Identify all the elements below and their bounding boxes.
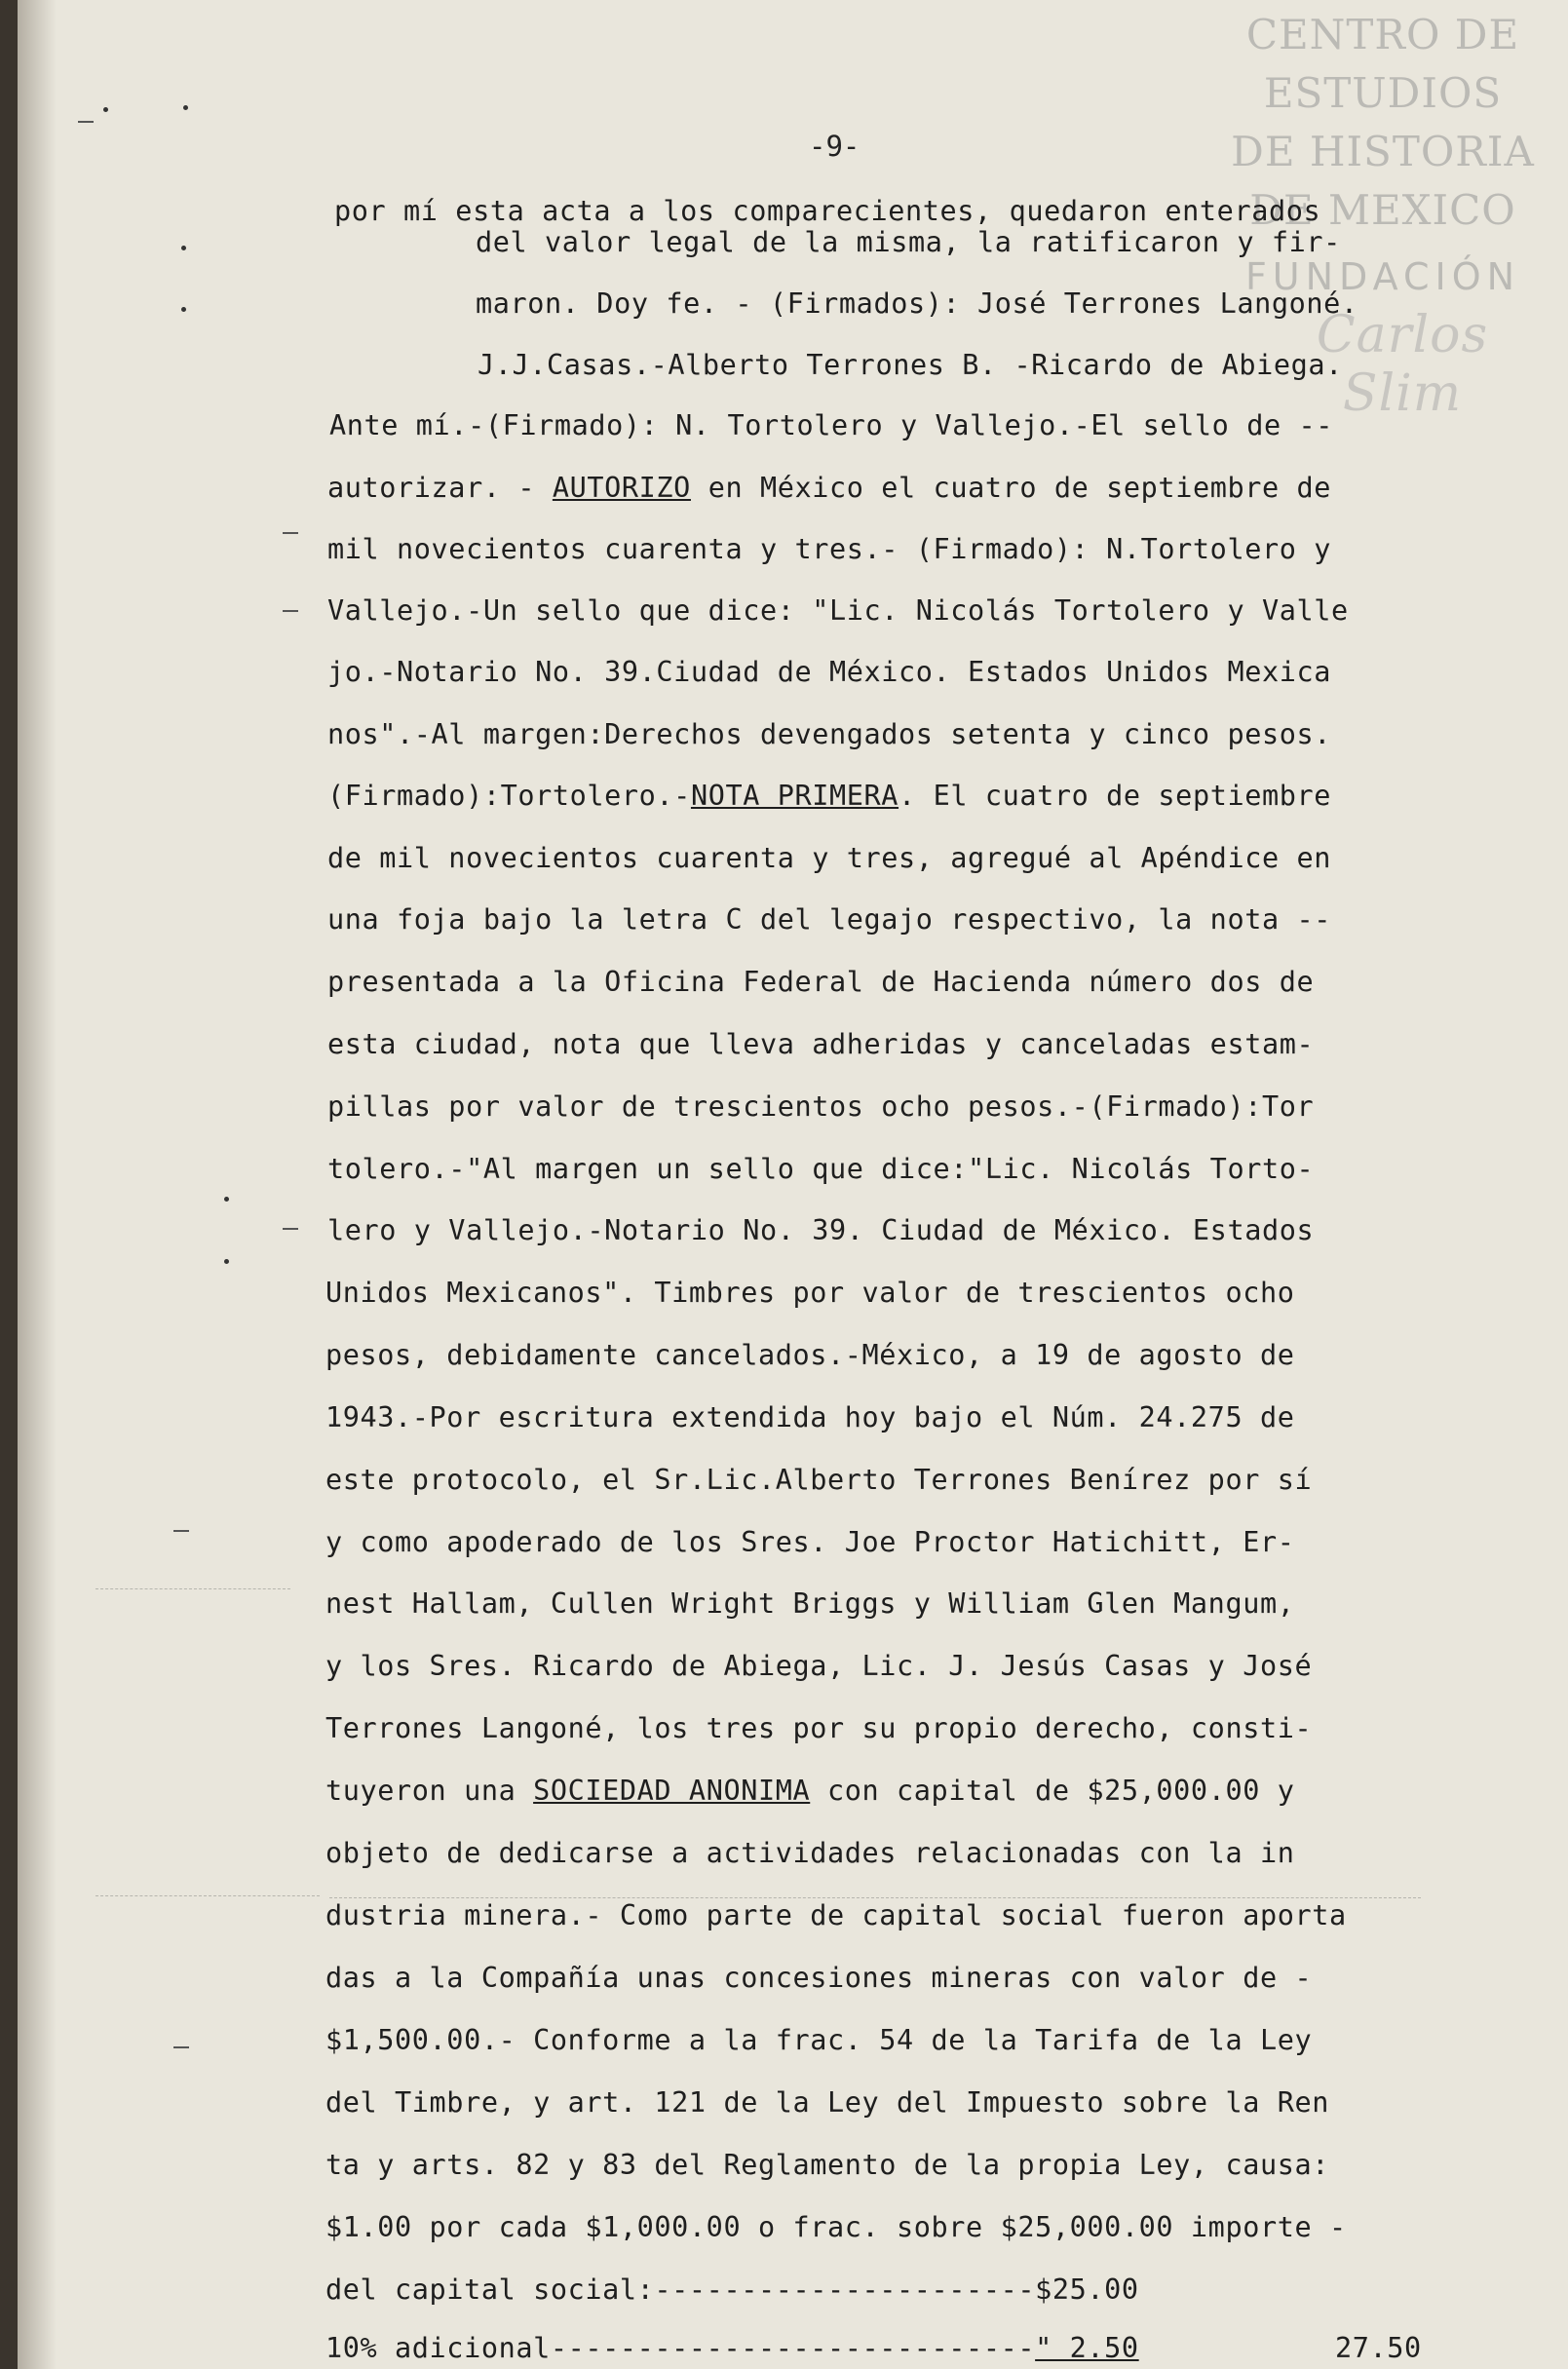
left-margin-rule <box>96 1588 290 1589</box>
text-line: maron. Doy fe. - (Firmados): José Terrones Langoné. <box>476 287 1358 320</box>
heading-nota-primera: NOTA PRIMERA <box>690 780 899 812</box>
text-fragment: con capital de $25,000.00 y <box>810 1775 1295 1807</box>
text-fragment: en México el cuatro de septiembre de <box>690 472 1332 504</box>
margin-dash <box>283 610 298 612</box>
text-line <box>325 1775 1295 1807</box>
text-fragment: autorizar. - <box>327 472 553 504</box>
text-line: mil novecientos cuarenta y tres.- (Firmado): N.Tortolero y <box>327 533 1331 565</box>
text-fragment: 10% adicional---------------------------- <box>325 2332 1036 2364</box>
margin-dash <box>283 532 298 534</box>
amount-total: 27.50 <box>1335 2332 1422 2364</box>
text-line: ta y arts. 82 y 83 del Reglamento de la propia Ley, causa: <box>325 2149 1329 2181</box>
text-line: pillas por valor de trescientos ocho pesos.-(Firmado):Tor <box>327 1090 1315 1123</box>
heading-autorizo: AUTORIZO <box>552 472 691 504</box>
text-line: del valor legal de la misma, la ratificaron y fir- <box>476 226 1341 258</box>
text-fragment: tuyeron una <box>325 1775 534 1807</box>
text-line: lero y Vallejo.-Notario No. 39. Ciudad de México. Estados <box>327 1214 1315 1246</box>
text-line: este protocolo, el Sr.Lic.Alberto Terrones Benírez por sí <box>325 1464 1313 1496</box>
text-line: del capital social:----------------------$25.00 <box>325 2273 1139 2306</box>
text-line: Vallejo.-Un sello que dice: "Lic. Nicolás Tortolero y Valle <box>327 594 1349 627</box>
paper-speck <box>181 307 186 312</box>
text-line: y los Sres. Ricardo de Abiega, Lic. J. Jesús Casas y José <box>325 1650 1313 1682</box>
text-line: J.J.Casas.-Alberto Terrones B. -Ricardo de Abiega. <box>478 349 1343 381</box>
text-line <box>327 780 1331 812</box>
watermark-line-1: CENTRO DE <box>1245 11 1520 58</box>
text-line: $1,500.00.- Conforme a la frac. 54 de la Tarifa de la Ley <box>325 2024 1313 2056</box>
text-line: una foja bajo la letra C del legajo respectivo, la nota -- <box>327 903 1331 936</box>
margin-dash <box>173 2046 189 2048</box>
document-page <box>18 0 1568 2369</box>
text-line <box>325 2332 1139 2364</box>
watermark-line-2: ESTUDIOS <box>1263 69 1503 117</box>
paper-speck <box>103 107 108 112</box>
text-line: Unidos Mexicanos". Timbres por valor de trescientos ocho <box>325 1277 1295 1309</box>
page-number: -9- <box>809 130 860 163</box>
text-line: Ante mí.-(Firmado): N. Tortolero y Vallejo.-El sello de -- <box>329 409 1333 441</box>
text-line: $1.00 por cada $1,000.00 o frac. sobre $25,000.00 importe - <box>325 2211 1347 2243</box>
text-line: jo.-Notario No. 39.Ciudad de México. Estados Unidos Mexica <box>327 656 1331 688</box>
margin-dash <box>78 121 94 123</box>
text-line: por mí esta acta a los comparecientes, quedaron enterados <box>334 195 1321 227</box>
text-line: del Timbre, y art. 121 de la Ley del Impuesto sobre la Ren <box>325 2086 1329 2119</box>
text-line: dustria minera.- Como parte de capital social fueron aporta <box>325 1899 1347 1931</box>
margin-dash <box>283 1228 298 1230</box>
text-line: 1943.-Por escritura extendida hoy bajo el Núm. 24.275 de <box>325 1401 1295 1433</box>
amount-surcharge: " 2.50 <box>1035 2332 1139 2364</box>
left-margin-rule <box>96 1895 320 1896</box>
text-fragment: (Firmado):Tortolero.- <box>327 780 691 812</box>
text-line: nest Hallam, Cullen Wright Briggs y William Glen Mangum, <box>325 1587 1295 1620</box>
margin-dash <box>173 1530 189 1532</box>
heading-sociedad-anonima: SOCIEDAD ANONIMA <box>533 1775 811 1807</box>
watermark-line-3: DE HISTORIA <box>1231 128 1535 175</box>
paper-speck <box>224 1259 229 1264</box>
paper-speck <box>224 1197 229 1202</box>
text-line: esta ciudad, nota que lleva adheridas y canceladas estam- <box>327 1028 1315 1060</box>
text-line: pesos, debidamente cancelados.-México, a 19 de agosto de <box>325 1339 1295 1371</box>
text-line: tolero.-"Al margen un sello que dice:"Lic. Nicolás Torto- <box>327 1153 1315 1185</box>
left-margin-rule <box>329 1897 1421 1898</box>
text-line: de mil novecientos cuarenta y tres, agregué al Apéndice en <box>327 842 1331 874</box>
watermark-signature: Carlos Slim <box>1316 306 1489 423</box>
text-line: Terrones Langoné, los tres por su propio derecho, consti- <box>325 1712 1313 1744</box>
text-fragment: . El cuatro de septiembre <box>899 780 1332 812</box>
paper-speck <box>183 105 188 110</box>
text-line: objeto de dedicarse a actividades relacionadas con la in <box>325 1837 1295 1869</box>
text-line: nos".-Al margen:Derechos devengados setenta y cinco pesos. <box>327 718 1331 750</box>
text-line: das a la Compañía unas concesiones mineras con valor de - <box>325 1962 1313 1994</box>
watermark-fundacion: FUNDACIÓN <box>1244 255 1521 298</box>
text-line: y como apoderado de los Sres. Joe Proctor Hatichitt, Er- <box>325 1526 1295 1558</box>
paper-speck <box>181 246 186 250</box>
watermark-line-4: DE MEXICO <box>1249 186 1516 234</box>
text-line: presentada a la Oficina Federal de Hacienda número dos de <box>327 966 1315 998</box>
text-line <box>327 472 1331 504</box>
